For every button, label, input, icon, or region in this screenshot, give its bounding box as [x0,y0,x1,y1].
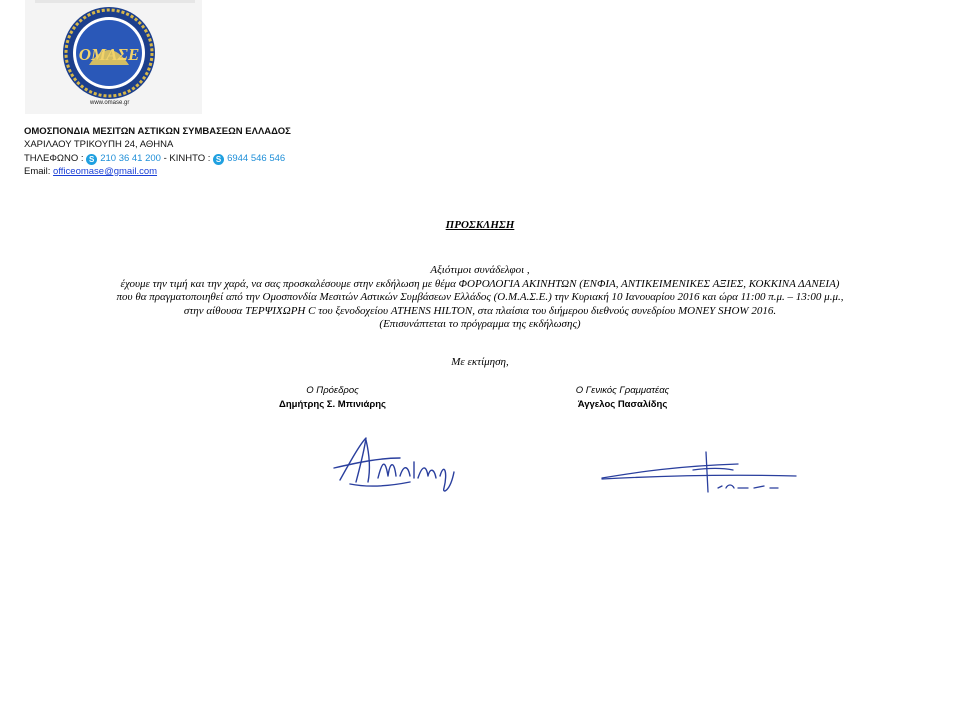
body-text-span: στην αίθουσα [183,304,246,317]
body-text-span: του ξενοδοχείου [315,304,391,317]
venue-hotel: ATHENS HILTON [390,304,473,317]
signature-role: Ο Πρόεδρος [306,385,359,396]
letter-title: ΠΡΟΣΚΛΗΣΗ [445,219,515,231]
signature-block-secretary [540,384,705,412]
secretary-signature-image [598,448,803,498]
body-text-span: , στα πλαίσια του διήμερου διεθνούς συνεδρίου [472,304,678,317]
body-text-span: έχουμε την τιμή και την χαρά, να σας προσκαλέσουμε στην εκδήλωση με θέμα [120,277,459,290]
body-line-3 [0,305,960,319]
venue-room: ΤΕΡΨΙΧΩΡΗ C [245,304,316,317]
skype-icon[interactable]: S [86,154,97,165]
logo-top-strip [35,0,195,3]
mobile-label: - ΚΙΝΗΤΟ : [160,152,214,164]
contact-line [24,152,291,165]
org-address: ΧΑΡΙΛΑΟΥ ΤΡΙΚΟΥΠΗ 24, ΑΘΗΝΑ [24,139,174,151]
president-signature-image [330,432,465,500]
phone-number[interactable]: 210 36 41 200 [100,152,161,164]
body-text-span: . [773,304,777,317]
org-header [24,125,291,178]
logo-text: ΟΜΑΣΕ [78,45,140,64]
body-line-4: (Επισυνάπτεται το πρόγραμμα της εκδήλωσης) [379,318,581,330]
org-name: ΟΜΟΣΠΟΝΔΙΑ ΜΕΣΙΤΩΝ ΑΣΤΙΚΩΝ ΣΥΜΒΑΣΕΩΝ ΕΛΛΑΔΟΣ [24,126,291,137]
logo-url: www.omase.gr [90,100,130,106]
event-topic: ΦΟΡΟΛΟΓΙΑ ΑΚΙΝΗΤΩΝ (ΕΝΦΙΑ, ΑΝΤΙΚΕΙΜΕΝΙΚΕΣ ΑΞΙΕΣ, ΚΟΚΚΙΝΑ ΔΑΝΕΙΑ) [458,277,840,290]
phone-label: ΤΗΛΕΦΩΝΟ : [24,152,87,164]
mobile-number[interactable]: 6944 546 546 [227,152,286,164]
email-link[interactable]: officeomase@gmail.com [53,165,158,177]
signature-name: Δημήτρης Σ. Μπινιάρης [279,399,386,410]
letter-body [0,264,960,332]
greeting: Αξιότιμοι συνάδελφοι , [430,264,530,276]
email-line [24,165,291,178]
signature-block-president [250,384,415,412]
omase-logo [61,5,157,101]
skype-icon[interactable]: S [213,154,224,165]
email-label: Email: [24,165,54,177]
logo-area [25,0,202,114]
conference-name: MONEY SHOW 2016 [678,304,774,317]
regards: Με εκτίμηση, [451,356,509,368]
signature-role: Ο Γενικός Γραμματέας [575,385,670,396]
body-line-1 [0,278,960,292]
body-line-2: που θα πραγματοποιηθεί από την Ομοσπονδία Μεσιτών Αστικών Συμβάσεων Ελλάδος (Ο.Μ.Α.Σ.Ε.) την Κυριακή 10 Ιανουαρίου 2016 και ώρα 11:00 π.μ. – 13:00 μ.μ., [116,291,844,303]
signature-name: Άγγελος Πασαλίδης [577,399,668,410]
